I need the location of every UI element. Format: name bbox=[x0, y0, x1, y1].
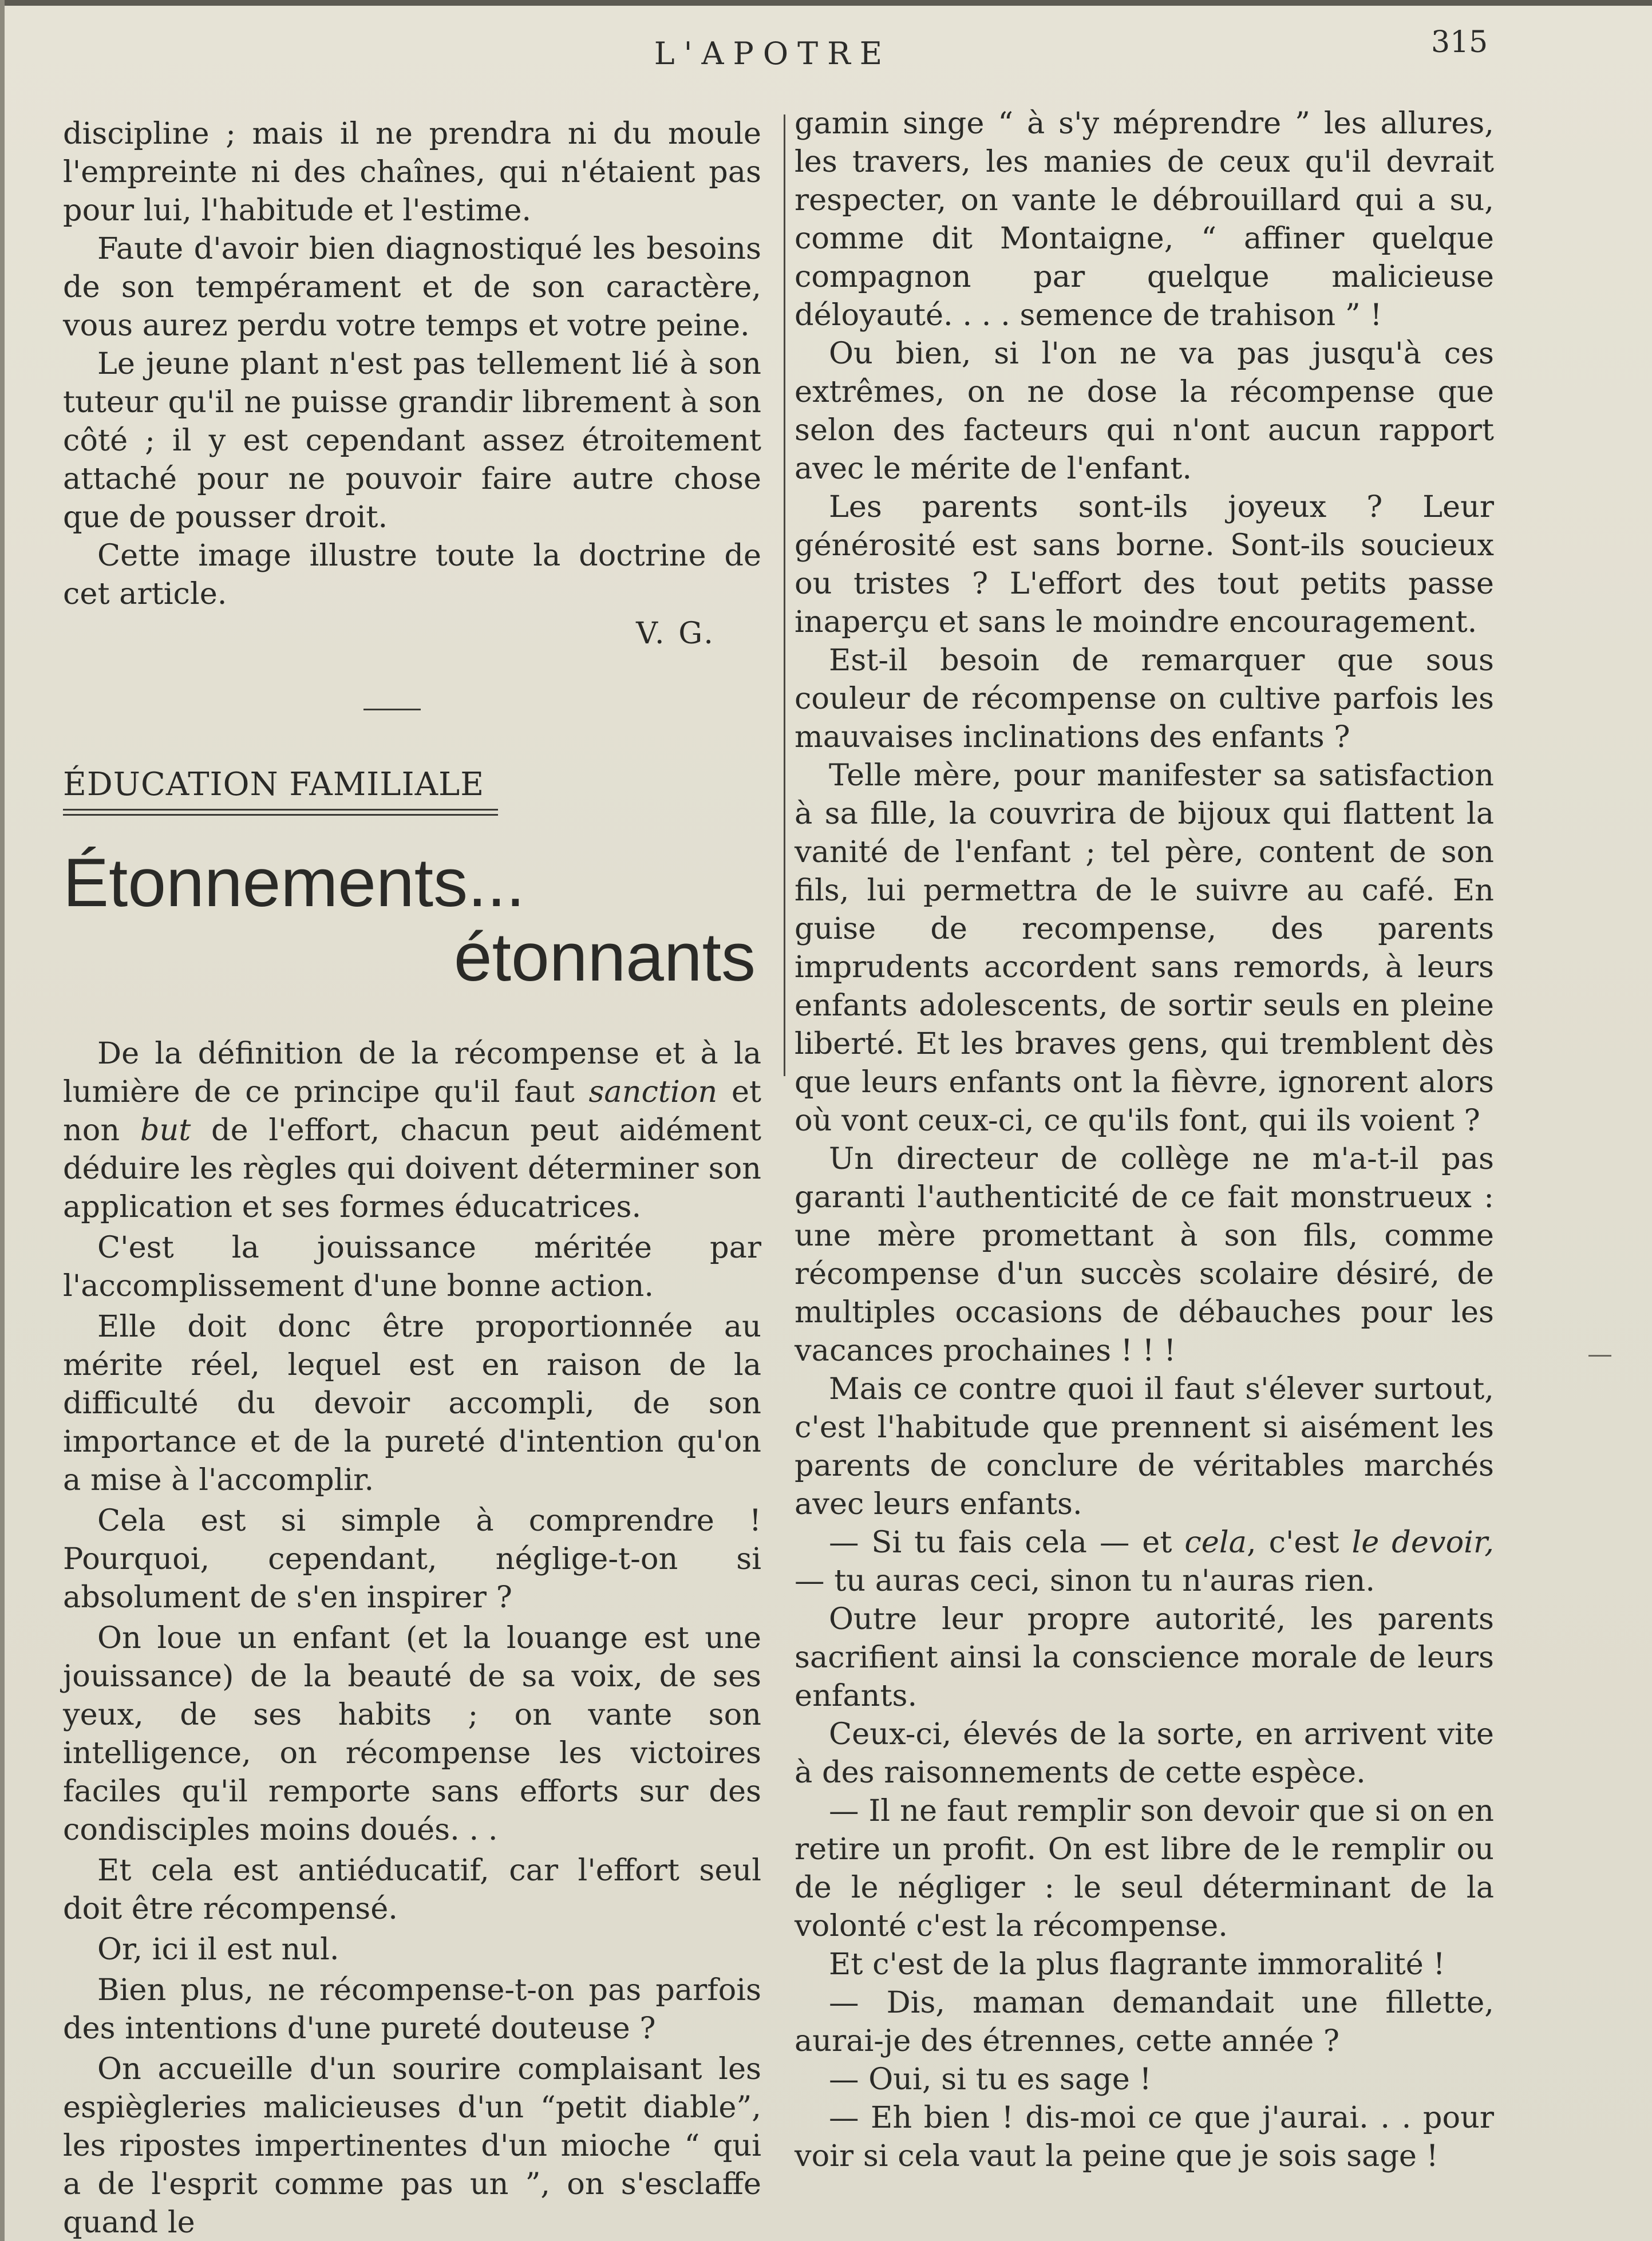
paragraph: Elle doit donc être proportionnée au mérite réel, lequel est en raison de la difficulté du devoir accompli, de son importance et de la pureté d'intention qu'on a mise à l'accomplir. bbox=[63, 1309, 761, 1497]
article-body bbox=[63, 1034, 761, 2241]
text-run: De la définition de la récompense et à la lumière de ce principe qu'il faut bbox=[63, 1036, 761, 1109]
page-number: 315 bbox=[1431, 25, 1488, 60]
paragraph: Faute d'avoir bien diagnostiqué les besoins de son tempérament et de son caractère, vous aurez perdu votre temps et votre peine. bbox=[63, 231, 761, 343]
paragraph: Cela est si simple à comprendre ! Pourquoi, cependant, néglige-t-on si absolument de s'en inspirer ? bbox=[63, 1503, 761, 1615]
paragraph: Est-il besoin de remarquer que sous couleur de récompense on cultive parfois les mauvaises inclinations des enfants ? bbox=[795, 643, 1494, 754]
article-headline-line-1: Étonnements... bbox=[63, 844, 525, 921]
paragraph: On loue un enfant (et la louange est une jouissance) de la beauté de sa voix, de ses yeux, de ses habits ; on vante son intelligence, on récompense les victoires faciles qu'il remporte sans efforts sur des condisciples moins doués. . . bbox=[63, 1621, 761, 1847]
column-divider bbox=[784, 114, 785, 1076]
paragraph: Et c'est de la plus flagrante immoralité ! bbox=[829, 1947, 1445, 1982]
paragraph: Un directeur de collège ne m'a-t-il pas garanti l'authenticité de ce fait monstrueux : une mère promettant à son fils, comme récompense d'un succès scolaire désiré, de multiples occasions de débauches pour les vacances prochaines ! ! ! bbox=[795, 1141, 1494, 1368]
paragraph: On accueille d'un sourire complaisant les espiègleries malicieuses d'un “petit diable”, les ripostes impertinentes d'un mioche “ qui a de l'esprit comme pas un ”, on s'esclaffe quand le bbox=[63, 2052, 761, 2240]
dialogue-paragraph bbox=[795, 1523, 1494, 1600]
continued-paragraph: gamin singe “ à s'y méprendre ” les allures, les travers, les manies de ceux qu'il devrait respecter, on vante le débrouillard qui a su, comme dit Montaigne, “ affiner quelque compagnon par quelque malicieuse déloyauté. . . . semence de trahison ” ! bbox=[795, 106, 1494, 333]
author-signature: V. G. bbox=[636, 616, 716, 651]
article-headline-line-2: étonnants bbox=[453, 919, 756, 995]
continued-paragraph: discipline ; mais il ne prendra ni du moule l'empreinte ni des chaînes, qui n'étaient pas pour lui, l'habitude et l'estime. bbox=[63, 116, 761, 228]
right-column bbox=[795, 104, 1494, 2175]
paragraph: Le jeune plant n'est pas tellement lié à son tuteur qu'il ne puisse grandir librement à son côté ; il y est cependant assez étroitement attaché pour ne pouvoir faire autre chose que de pousser droit. bbox=[63, 346, 761, 535]
text-run: de l'effort, chacun peut aidément déduire les règles qui doivent déterminer son application et ses formes éducatrices. bbox=[63, 1113, 762, 1224]
paragraph: — Eh bien ! dis-moi ce que j'aurai. . . pour voir si cela vaut la peine que je sois sage ! bbox=[795, 2100, 1494, 2173]
paragraph: Or, ici il est nul. bbox=[97, 1932, 339, 1967]
italic-term: but bbox=[140, 1113, 191, 1148]
section-double-rule bbox=[63, 809, 498, 816]
paragraph: Mais ce contre quoi il faut s'élever surtout, c'est l'habitude que prennent si aisément les parents de conclure de véritables marchés avec leurs enfants. bbox=[795, 1372, 1494, 1521]
paragraph: — Oui, si tu es sage ! bbox=[829, 2062, 1152, 2097]
paragraph: Cette image illustre toute la doctrine de cet article. bbox=[63, 538, 761, 611]
text-run: — Si tu fais cela — et bbox=[829, 1525, 1185, 1560]
paragraph: Ceux-ci, élevés de la sorte, en arrivent vite à des raisonnements de cette espèce. bbox=[795, 1717, 1494, 1790]
paragraph: — Dis, maman demandait une fillette, aurai-je des étrennes, cette année ? bbox=[795, 1985, 1494, 2058]
page-top-edge bbox=[0, 0, 1652, 6]
paragraph: C'est la jouissance méritée par l'accomplissement d'une bonne action. bbox=[63, 1230, 761, 1303]
text-run: et non bbox=[63, 1074, 761, 1148]
text-run: — tu auras ceci, sinon tu n'auras rien. bbox=[795, 1563, 1376, 1598]
paragraph: Et cela est antiéducatif, car l'effort seul doit être récompensé. bbox=[63, 1853, 761, 1926]
page-left-edge bbox=[0, 0, 5, 2241]
italic-term: cela bbox=[1184, 1525, 1247, 1560]
italic-term: sanction bbox=[588, 1074, 718, 1109]
paragraph: Bien plus, ne récompense-t-on pas parfois des intentions d'une pureté douteuse ? bbox=[63, 1973, 761, 2046]
section-separator bbox=[363, 709, 421, 710]
paragraph: Les parents sont-ils joyeux ? Leur générosité est sans borne. Sont-ils soucieux ou tristes ? L'effort des tout petits passe inaperçu et sans le moindre encouragement. bbox=[795, 489, 1494, 639]
paragraph: — Il ne faut remplir son devoir que si on en retire un profit. On est libre de le remplir ou de le négliger : le seul déterminant de la volonté c'est la récompense. bbox=[795, 1793, 1494, 1943]
text-run: , c'est bbox=[1246, 1525, 1352, 1560]
paragraph bbox=[63, 1034, 761, 1226]
left-column bbox=[63, 114, 761, 2241]
margin-mark bbox=[1588, 1355, 1611, 1357]
paragraph: Outre leur propre autorité, les parents sacrifient ainsi la conscience morale de leurs enfants. bbox=[795, 1602, 1494, 1713]
paragraph: Telle mère, pour manifester sa satisfaction à sa fille, la couvrira de bijoux qui flattent la vanité de l'enfant ; tel père, content de son fils, lui permettra de le suivre au café. En guise de recompense, des parents imprudents accordent sans remords, à leurs enfants adolescents, de sortir seuls en pleine liberté. Et les braves gens, qui tremblent dès que leurs enfants ont la fièvre, ignorent alors où vont ceux-ci, ce qu'ils font, qui ils voient ? bbox=[795, 758, 1494, 1138]
section-label: ÉDUCATION FAMILIALE bbox=[63, 766, 485, 803]
paragraph: Ou bien, si l'on ne va pas jusqu'à ces extrêmes, on ne dose la récompense que selon des facteurs qui n'ont aucun rapport avec le mérite de l'enfant. bbox=[795, 336, 1494, 486]
running-title: L'APOTRE bbox=[654, 35, 892, 72]
italic-term: le devoir, bbox=[1351, 1525, 1494, 1560]
